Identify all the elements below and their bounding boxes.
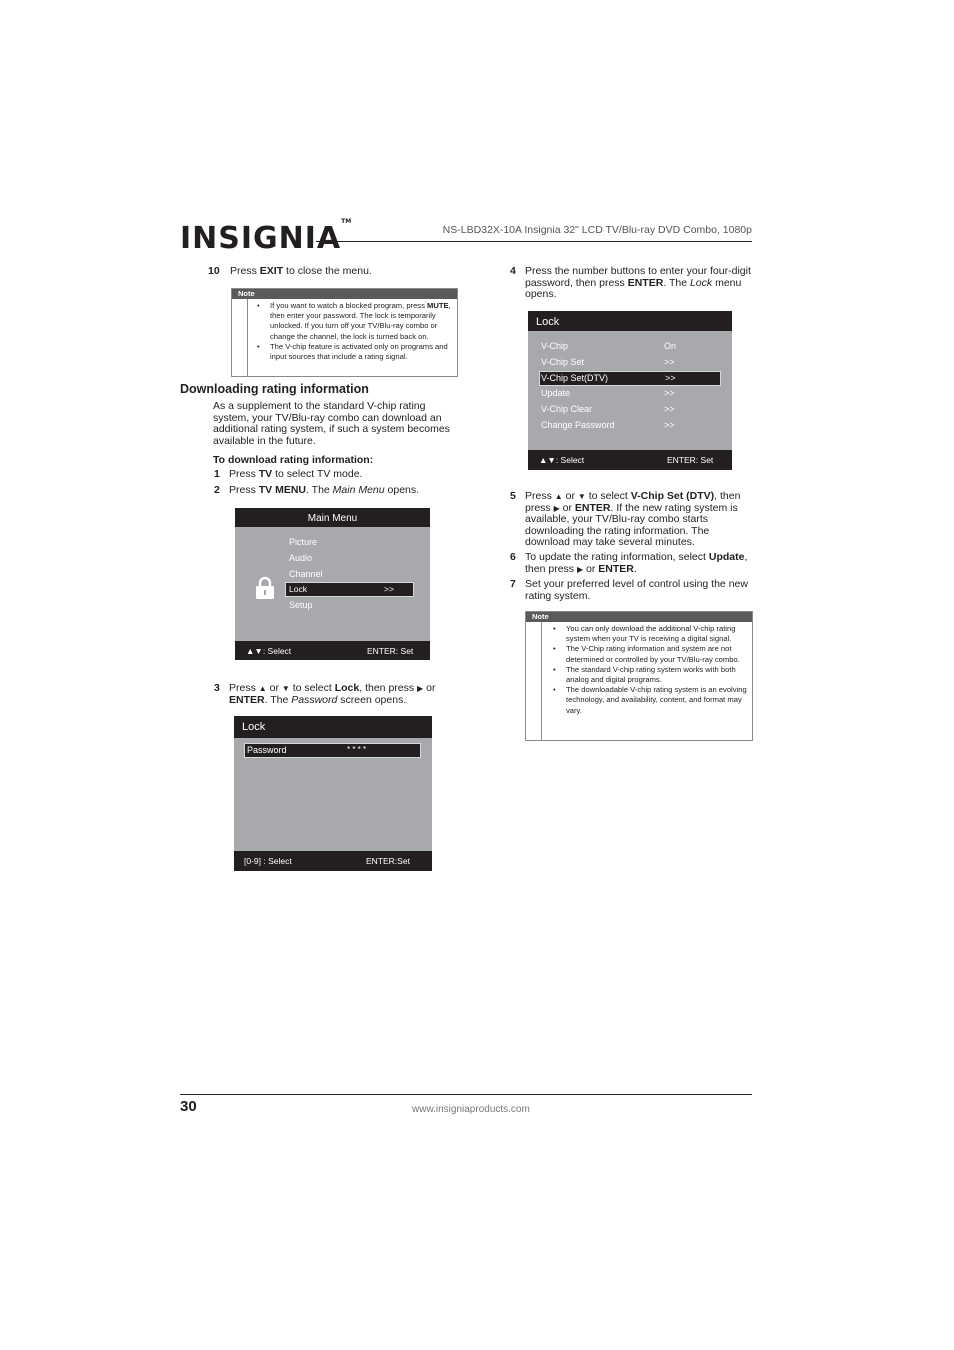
password-value: * * * * — [347, 745, 367, 754]
footer-rule — [180, 1094, 752, 1095]
note-box-1 — [231, 288, 458, 377]
step-3: 3 Press ▲ or ▼ to select Lock, then press ▶ or ENTER. The Password screen opens. — [214, 682, 436, 706]
menu-item-audio[interactable]: Audio — [289, 553, 313, 563]
procedure-title: To download rating information: — [213, 454, 374, 466]
website-url[interactable]: www.insigniaproducts.com — [412, 1104, 530, 1115]
down-arrow-icon: ▼ — [281, 684, 290, 693]
note-1-item: • The V-chip feature is activated only on programs and input sources that include a rating signal. — [270, 342, 453, 362]
down-arrow-icon: ▼ — [577, 492, 586, 501]
lock-menu-screen — [528, 311, 732, 470]
page-number: 30 — [180, 1098, 197, 1115]
right-arrow-icon: ▶ — [553, 503, 560, 513]
up-arrow-icon: ▲ — [258, 684, 267, 693]
lock-icon — [255, 576, 275, 600]
right-arrow-icon: ▶ — [576, 564, 584, 574]
lock-row-vchip-set-dtv-selected[interactable]: V-Chip Set(DTV) >> — [539, 371, 721, 386]
main-menu-screen — [235, 508, 430, 660]
right-arrow-icon: ▶ — [417, 684, 424, 693]
product-title: NS-LBD32X-10A Insignia 32" LCD TV/Blu-ray DVD Combo, 1080p — [442, 224, 752, 236]
menu-item-setup[interactable]: Setup — [289, 600, 313, 610]
intro-paragraph: As a supplement to the standard V-chip rating system, your TV/Blu-ray combo can download an additional rating system, if such a system becomes available in the future. — [213, 400, 450, 447]
password-screen-title: Lock — [234, 716, 432, 738]
insignia-logo: INSIGNIA™ — [180, 218, 352, 256]
step-6: 6 To update the rating information, select Update, then press ▶ or ENTER. — [510, 551, 748, 575]
menu-item-lock-selected[interactable]: Lock >> — [285, 582, 414, 597]
note-label: Note — [526, 612, 752, 622]
note-2-item: • The standard V-chip rating system works with both analog and digital programs. — [566, 665, 748, 685]
note-2-item: • The V-Chip rating information and system are not determined or controlled by your TV/Blu-ray combo. — [566, 644, 748, 664]
main-menu-title: Main Menu — [235, 508, 430, 527]
step-5: 5 Press ▲ or ▼ to select V-Chip Set (DTV), then press ▶ or ENTER. If the new rating system is available, your TV/Blu-ray combo starts downloading the rating information. The download may take several minutes. — [510, 490, 741, 549]
main-menu-footer: ▲▼: Select ENTER: Set — [235, 641, 430, 660]
note-label: Note — [232, 289, 457, 299]
lock-row-change-password[interactable]: Change Password >> — [541, 420, 675, 430]
section-title: Downloading rating information — [180, 382, 369, 396]
step-7: 7 Set your preferred level of control using the new rating system. — [510, 578, 748, 602]
password-field[interactable]: Password * * * * — [244, 743, 421, 758]
lock-row-vchip-set[interactable]: V-Chip Set >> — [541, 357, 675, 367]
step-4: 4 Press the number buttons to enter your four-digit password, then press ENTER. The Lock menu opens. — [510, 265, 751, 301]
menu-item-channel[interactable]: Channel — [289, 569, 323, 579]
note-1-item: • If you want to watch a blocked program, press MUTE, then enter your password. The lock is temporarily unlocked. If you turn off your TV/Blu-ray combo or change the channel, the lock is turned back on. — [270, 301, 453, 342]
lock-row-vchip-clear[interactable]: V-Chip Clear >> — [541, 404, 675, 414]
note-1-body — [232, 299, 457, 362]
lock-row-update[interactable]: Update >> — [541, 388, 675, 398]
lock-menu-footer: ▲▼: Select ENTER: Set — [528, 450, 732, 470]
password-screen-footer: [0-9] : Select ENTER:Set — [234, 851, 432, 871]
menu-item-picture[interactable]: Picture — [289, 537, 318, 547]
lock-menu-title: Lock — [528, 311, 732, 331]
header-rule — [316, 241, 752, 242]
note-2-item: • You can only download the additional V-chip rating system when your TV is receiving a digital signal. — [566, 624, 748, 644]
step-2: 2 Press TV MENU. The Main Menu opens. — [214, 484, 420, 496]
step-1: 1 Press TV to select TV mode. — [214, 468, 363, 480]
note-box-2 — [525, 611, 753, 741]
note-2-item: • The downloadable V-chip rating system is an evolving technology, and availability, content, and format may vary. — [566, 685, 748, 716]
note-2-body — [526, 622, 752, 716]
up-arrow-icon: ▲ — [554, 492, 563, 501]
password-screen — [234, 716, 432, 871]
step-10: 10 Press EXIT to close the menu. — [208, 265, 372, 277]
lock-row-vchip[interactable]: V-Chip On — [541, 341, 677, 351]
